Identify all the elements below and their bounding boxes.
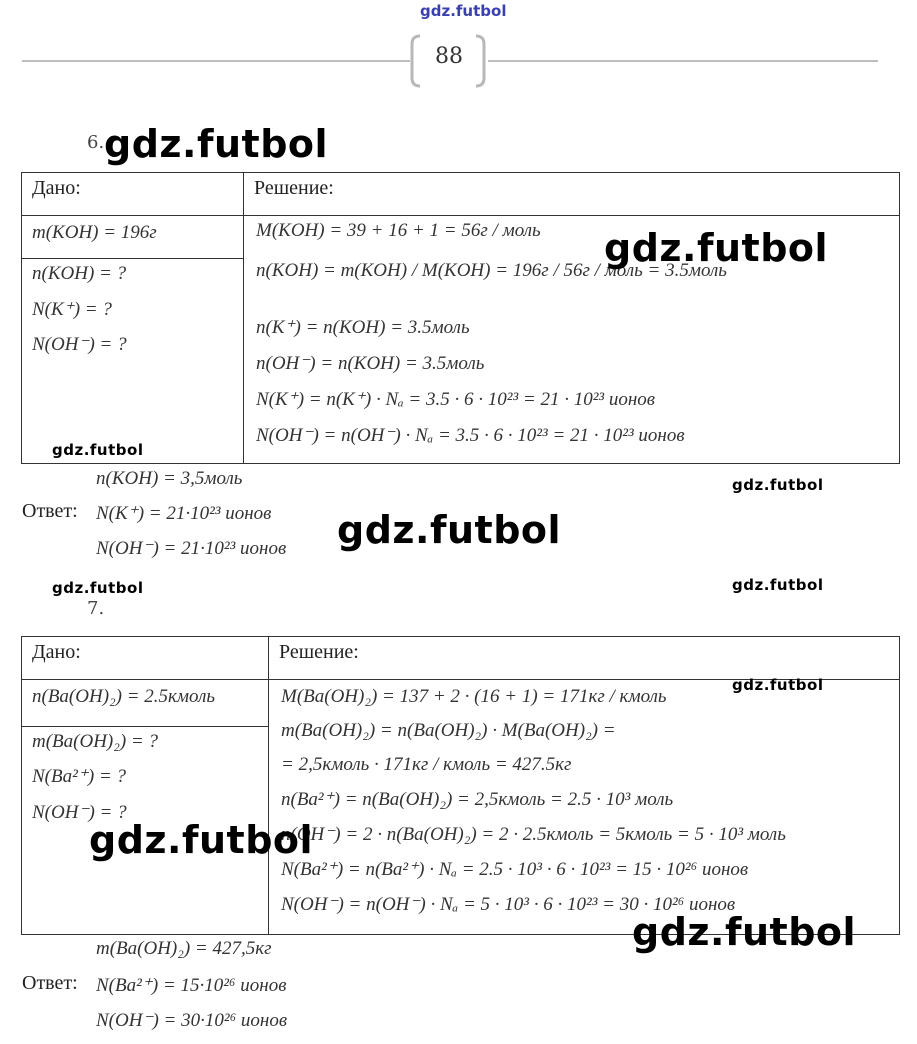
given-value: n(Ba(OH)₂) = 2.5кмоль bbox=[32, 686, 216, 707]
solution-line: N(OH⁻) = n(OH⁻) · Nₐ = 3.5 · 6 · 10²³ = 21 · 10²³ ионов bbox=[256, 425, 685, 446]
solution-line: n(OH⁻) = 2 · n(Ba(OH)₂) = 2 · 2.5кмоль = 5кмоль = 5 · 10³ моль bbox=[281, 824, 786, 845]
answer-line: N(OH⁻) = 21·10²³ ионов bbox=[96, 538, 287, 559]
solution-line: n(KOH) = m(KOH) / M(KOH) = 196г / 56г / моль = 3.5моль bbox=[256, 260, 727, 281]
given-cell bbox=[22, 680, 268, 727]
given-header: Дано: bbox=[32, 177, 81, 199]
watermark: gdz.futbol bbox=[632, 910, 857, 954]
watermark: gdz.futbol bbox=[337, 508, 562, 552]
answer-line: m(Ba(OH)₂) = 427,5кг bbox=[96, 938, 272, 959]
solution-line: n(K⁺) = n(KOH) = 3.5моль bbox=[256, 317, 470, 338]
find-cell bbox=[22, 259, 243, 463]
header-rule-right bbox=[488, 60, 878, 62]
watermark: gdz.futbol bbox=[732, 476, 824, 494]
watermark: gdz.futbol bbox=[52, 441, 144, 459]
find-item: m(Ba(OH)₂) = ? bbox=[32, 731, 159, 752]
solution-line: n(Ba²⁺) = n(Ba(OH)₂) = 2,5кмоль = 2.5 · 10³ моль bbox=[281, 789, 674, 810]
answer-line: n(KOH) = 3,5моль bbox=[96, 468, 243, 489]
solution-line: M(KOH) = 39 + 16 + 1 = 56г / моль bbox=[256, 220, 541, 241]
answer-label: Ответ: bbox=[22, 972, 78, 994]
watermark: gdz.futbol bbox=[52, 579, 144, 597]
solution-line: M(Ba(OH)₂) = 137 + 2 · (16 + 1) = 171кг / кмоль bbox=[281, 686, 667, 707]
watermark: gdz.futbol bbox=[604, 226, 829, 270]
header-rule-left bbox=[22, 60, 410, 62]
solution-line: N(Ba²⁺) = n(Ba²⁺) · Nₐ = 2.5 · 10³ · 6 · 10²³ = 15 · 10²⁶ ионов bbox=[281, 859, 749, 880]
answer-label: Ответ: bbox=[22, 500, 78, 522]
answer-line: N(OH⁻) = 30·10²⁶ ионов bbox=[96, 1010, 288, 1031]
given-cell bbox=[22, 216, 243, 259]
answer-line: N(Ba²⁺) = 15·10²⁶ ионов bbox=[96, 975, 287, 996]
solution-line: n(OH⁻) = n(KOH) = 3.5моль bbox=[256, 353, 485, 374]
find-item: N(OH⁻) = ? bbox=[32, 802, 127, 823]
watermark: gdz.futbol bbox=[732, 576, 824, 594]
solution-line: = 2,5кмоль · 171кг / кмоль = 427.5кг bbox=[281, 754, 572, 775]
watermark: gdz.futbol bbox=[732, 676, 824, 694]
find-item: N(OH⁻) = ? bbox=[32, 334, 127, 355]
watermark: gdz.futbol bbox=[104, 122, 329, 166]
watermark: gdz.futbol bbox=[89, 818, 314, 862]
task-6-number: 6. bbox=[87, 132, 105, 153]
task-6-table bbox=[21, 172, 900, 464]
answer-line: N(K⁺) = 21·10²³ ионов bbox=[96, 503, 272, 524]
solution-line: N(OH⁻) = n(OH⁻) · Nₐ = 5 · 10³ · 6 · 10²³ = 30 · 10²⁶ ионов bbox=[281, 894, 736, 915]
find-item: N(K⁺) = ? bbox=[32, 299, 112, 320]
find-item: n(KOH) = ? bbox=[32, 263, 127, 284]
given-value: m(KOH) = 196г bbox=[32, 222, 157, 243]
given-header: Дано: bbox=[32, 641, 81, 663]
site-header-link[interactable]: gdz.futbol bbox=[420, 2, 507, 20]
solution-line: N(K⁺) = n(K⁺) · Nₐ = 3.5 · 6 · 10²³ = 21 · 10²³ ионов bbox=[256, 389, 656, 410]
find-item: N(Ba²⁺) = ? bbox=[32, 766, 126, 787]
solution-line: m(Ba(OH)₂) = n(Ba(OH)₂) · M(Ba(OH)₂) = bbox=[281, 720, 616, 741]
solution-header: Решение: bbox=[279, 641, 359, 663]
page-number: 88 bbox=[435, 44, 463, 69]
task-7-number: 7. bbox=[87, 598, 105, 619]
solution-header: Решение: bbox=[254, 177, 334, 199]
